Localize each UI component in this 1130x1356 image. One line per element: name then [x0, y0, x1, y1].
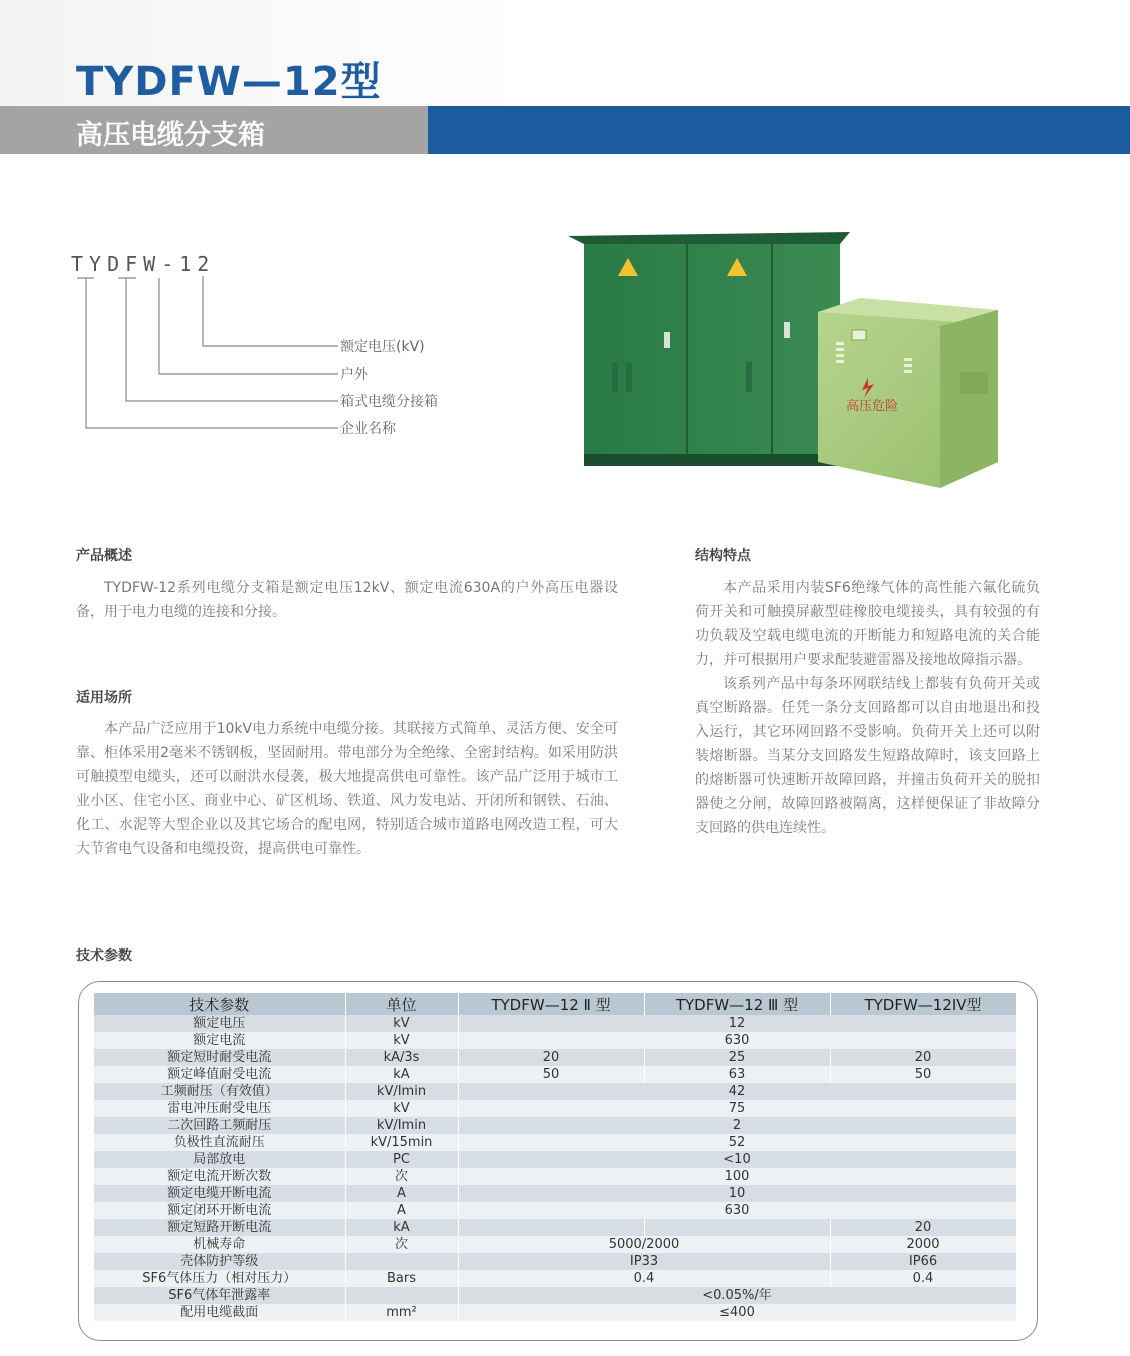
- col-header: 技术参数: [94, 993, 345, 1015]
- col-header: TYDFW—12 Ⅲ 型: [644, 993, 830, 1015]
- table-cell: mm²: [345, 1304, 458, 1321]
- table-cell: kV/15min: [345, 1134, 458, 1151]
- table-row: [94, 1066, 1016, 1083]
- page-subtitle: 高压电缆分支箱: [76, 120, 265, 151]
- table-row: [94, 1134, 1016, 1151]
- table-row: [94, 1185, 1016, 1202]
- table-cell: kV: [345, 1015, 458, 1032]
- table-row: [94, 1304, 1016, 1321]
- table-cell: 局部放电: [94, 1151, 345, 1168]
- table-cell: 次: [345, 1236, 458, 1253]
- subtitle-band-blue: [428, 106, 1130, 154]
- table-cell: 2000: [830, 1236, 1016, 1253]
- table-cell: 0.4: [458, 1270, 830, 1287]
- table-cell: A: [345, 1202, 458, 1219]
- label-company-name: 企业名称: [340, 421, 396, 437]
- table-cell: Bars: [345, 1270, 458, 1287]
- table-cell: A: [345, 1185, 458, 1202]
- table-cell: 负极性直流耐压: [94, 1134, 345, 1151]
- application-text: 本产品广泛应用于10kV电力系统中电缆分接。其联接方式简单、灵活方便、安全可靠、柜体采用2毫米不锈钢板，坚固耐用。带电部分为全绝缘、全密封结构。如采用防洪可触摸型电缆头，还可以耐洪水侵袭，极大地提高供电可靠性。该产品广泛用于城市工业小区、住宅小区、商业中心、矿区机场、铁道、风力发电站、开闭所和钢铁、石油、化工、水泥等大型企业以及其它场合的配电网，特别适合城市道路电网改造工程，可大大节省电气设备和电缆投资，提高供电可靠性。: [76, 721, 618, 857]
- table-row: [94, 1100, 1016, 1117]
- table-cell: kA/3s: [345, 1049, 458, 1066]
- table-row: [94, 1270, 1016, 1287]
- table-row: [94, 1236, 1016, 1253]
- table-cell: <10: [458, 1151, 1016, 1168]
- col-header: TYDFW—12 Ⅱ 型: [458, 993, 644, 1015]
- table-cell: kV/Imin: [345, 1083, 458, 1100]
- table-cell: 52: [458, 1134, 1016, 1151]
- table-cell: 5000/2000: [458, 1236, 830, 1253]
- table-cell: 额定短路开断电流: [94, 1219, 345, 1236]
- table-cell: 额定峰值耐受电流: [94, 1066, 345, 1083]
- table-row: [94, 1168, 1016, 1185]
- table-cell: 20: [830, 1049, 1016, 1066]
- specs-heading: 技术参数: [76, 948, 132, 964]
- table-row: [94, 1219, 1016, 1236]
- table-cell: 50: [458, 1066, 644, 1083]
- table-cell: 2: [458, 1117, 1016, 1134]
- table-row: [94, 1151, 1016, 1168]
- table-cell: 10: [458, 1185, 1016, 1202]
- table-cell: PC: [345, 1151, 458, 1168]
- table-row: [94, 1287, 1016, 1304]
- cabinet-roof: [568, 232, 850, 244]
- label-box-type: 箱式电缆分接箱: [340, 394, 438, 410]
- table-cell: 壳体防护等级: [94, 1253, 345, 1270]
- danger-sticker-text: 高压危险: [846, 399, 899, 414]
- table-cell: 额定闭环开断电流: [94, 1202, 345, 1219]
- model-code: TYDFW-12: [71, 252, 216, 276]
- table-cell: 二次回路工频耐压: [94, 1117, 345, 1134]
- table-cell: SF6气体年泄露率: [94, 1287, 345, 1304]
- table-row: [94, 1202, 1016, 1219]
- overview-heading: 产品概述: [76, 548, 132, 564]
- table-cell: ≤400: [458, 1304, 1016, 1321]
- table-cell: 次: [345, 1168, 458, 1185]
- table-cell: 25: [644, 1049, 830, 1066]
- table-cell: 机械寿命: [94, 1236, 345, 1253]
- table-cell: kV: [345, 1032, 458, 1049]
- table-cell: 0.4: [830, 1270, 1016, 1287]
- spec-table-header: [94, 993, 1016, 1015]
- table-cell: 63: [644, 1066, 830, 1083]
- table-cell: [458, 1219, 644, 1236]
- table-cell: [345, 1287, 458, 1304]
- product-image: [560, 222, 1020, 494]
- spec-table: [94, 993, 1017, 1321]
- table-row: [94, 1049, 1016, 1066]
- table-cell: 20: [830, 1219, 1016, 1236]
- label-outdoor: 户外: [340, 367, 368, 383]
- table-cell: 额定电缆开断电流: [94, 1185, 345, 1202]
- table-cell: kV/Imin: [345, 1117, 458, 1134]
- table-row: [94, 1253, 1016, 1270]
- table-cell: 630: [458, 1202, 1016, 1219]
- table-row: [94, 1032, 1016, 1049]
- table-cell: 20: [458, 1049, 644, 1066]
- table-row: [94, 1117, 1016, 1134]
- designation-diagram: [70, 270, 350, 440]
- table-row: [94, 1083, 1016, 1100]
- table-cell: kV: [345, 1100, 458, 1117]
- model-title: TYDFW—12型: [76, 59, 382, 105]
- table-row: [94, 1015, 1016, 1032]
- table-cell: kA: [345, 1219, 458, 1236]
- application-heading: 适用场所: [76, 690, 132, 706]
- col-header: TYDFW—12IV型: [830, 993, 1016, 1015]
- structure-text: 本产品采用内装SF6绝缘气体的高性能六氟化硫负荷开关和可触摸屏蔽型硅橡胶电缆接头，具有较强的有功负载及空载电缆电流的开断能力和短路电流的关合能力，并可根据用户要求配装避雷器及接地故障指示器。 该系列产品中每条环网联结线上都装有负荷开关或真空断路器。任凭一条分支回路都可以自由地退出和投入运行，其它环网回路不受影响。负荷开关上还可以附装熔断器。当某分支回路发生短路故障时，该支回路上的熔断器可快速断开故障回路，并撞击负荷开关的脱扣器使之分闸，故障回路被隔离，这样便保证了非故障分支回路的供电连续性。: [695, 580, 1040, 836]
- table-cell: IP33: [458, 1253, 830, 1270]
- table-cell: 630: [458, 1032, 1016, 1049]
- structure-heading: 结构特点: [695, 548, 751, 564]
- table-cell: 雷电冲压耐受电压: [94, 1100, 345, 1117]
- label-rated-voltage: 额定电压(kV): [340, 339, 425, 355]
- table-cell: [644, 1219, 830, 1236]
- table-cell: 额定电流: [94, 1032, 345, 1049]
- table-cell: kA: [345, 1066, 458, 1083]
- table-cell: [345, 1253, 458, 1270]
- table-cell: 额定短时耐受电流: [94, 1049, 345, 1066]
- table-cell: 100: [458, 1168, 1016, 1185]
- table-cell: 42: [458, 1083, 1016, 1100]
- cabinet-body: [584, 244, 840, 466]
- table-cell: <0.05%/年: [458, 1287, 1016, 1304]
- table-cell: 额定电压: [94, 1015, 345, 1032]
- col-header: 单位: [345, 993, 458, 1015]
- table-cell: 12: [458, 1015, 1016, 1032]
- table-cell: IP66: [830, 1253, 1016, 1270]
- table-cell: 75: [458, 1100, 1016, 1117]
- overview-text: TYDFW-12系列电缆分支箱是额定电压12kV、额定电流630A的户外高压电器设备，用于电力电缆的连接和分接。: [76, 580, 618, 620]
- table-cell: 50: [830, 1066, 1016, 1083]
- table-cell: 工频耐压（有效值）: [94, 1083, 345, 1100]
- table-cell: SF6气体压力（相对压力）: [94, 1270, 345, 1287]
- table-cell: 额定电流开断次数: [94, 1168, 345, 1185]
- table-cell: 配用电缆截面: [94, 1304, 345, 1321]
